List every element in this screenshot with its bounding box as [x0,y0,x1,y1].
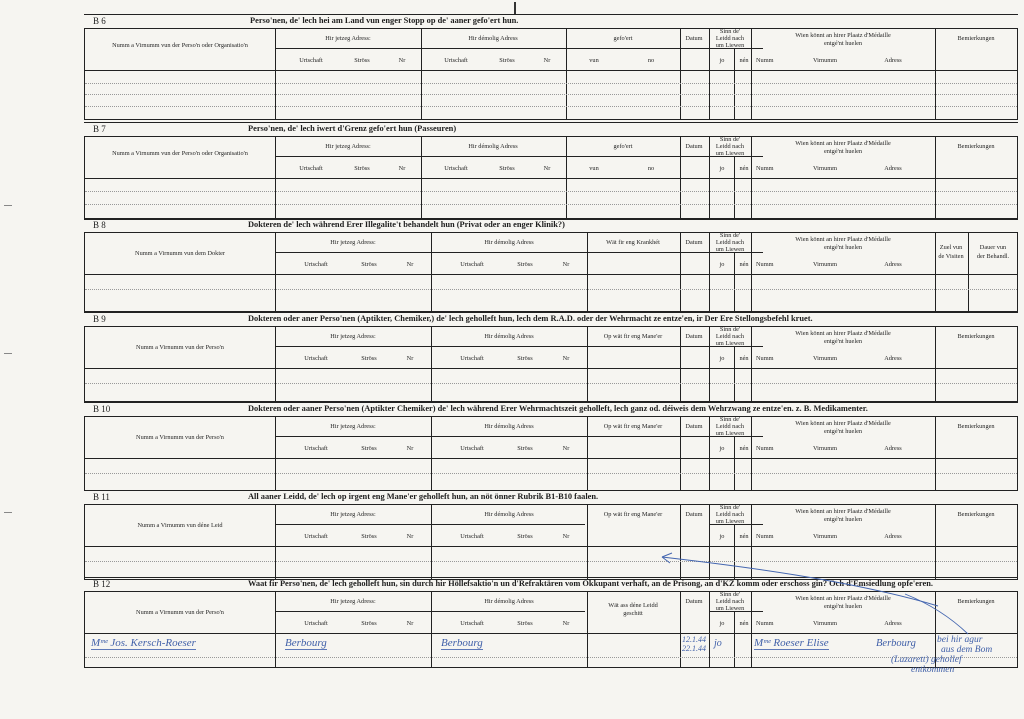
life-danger-header: um Liewen [715,430,745,437]
firstname-label: Virnumm [812,261,838,268]
duration-header: Dauer vun [979,244,1007,251]
number-label: Nr [406,261,414,268]
handwritten-current-locality: Berbourg [285,637,327,649]
date-header: Datum [685,511,703,518]
remarks-header: Bemierkungen [957,35,995,42]
manner-header: Op wät fir eng Mane'er [603,511,663,518]
no-label: nén [739,165,749,172]
medal-header: Wien könnt an hirer Plaatz d'Médaille [795,236,891,243]
locality-label: Urtschaft [460,355,484,362]
section-heading: Dokteren oder aner Perso'nen (Aptikter, Chemiker,) de' lech geholleft hun, lech dem R.A.D. oder der Wehrmacht ze entze'en, ir Der Ere Stellongsbefehl kruet. [248,314,813,323]
surname-label: Numm [756,261,774,268]
life-danger-header: um Liewen [715,150,745,157]
address-label: Adress [884,261,902,268]
life-danger-header: Leidd nach [715,35,745,42]
transported-header: gefo'ert [613,35,633,42]
life-danger-header: Leidd nach [715,423,745,430]
yes-label: jo [719,165,725,172]
handwritten-date-to: 22.1.44 [682,644,706,653]
section-heading: Dokteren de' lech während Erer Illegalite't behandelt hun (Privat oder an enger Klinik?) [248,220,565,229]
section-table [84,28,1018,120]
handwritten-former-locality: Berbourg [441,637,483,649]
life-danger-header: Leidd nach [715,333,745,340]
medal-header: Wien könnt an hirer Plaatz d'Médaille [795,595,891,602]
handwritten-name: Mᵐᵉ Jos. Kersch-Roeser [91,637,196,649]
number-label: Nr [543,165,551,172]
number-label: Nr [406,533,414,540]
no-label: nén [739,620,749,627]
remarks-header: Bemierkungen [957,511,995,518]
section-table [84,504,1018,580]
yes-label: jo [719,620,725,627]
section-code: B 9 [93,314,106,324]
manner-header: Op wät fir eng Mane'er [603,333,663,340]
medal-header: entgé'nt huelen [823,428,863,435]
handwritten-remark: (Lazarett) gehollef [891,655,962,665]
no-label: nén [739,57,749,64]
yes-label: jo [719,261,725,268]
current-address-header: Hir jetzeg Adress: [330,598,376,605]
life-danger-header: um Liewen [715,340,745,347]
no-label: nén [739,533,749,540]
firstname-label: Virnumm [812,620,838,627]
number-label: Nr [398,165,406,172]
to-label: no [647,57,655,64]
section-title-bar [84,490,1018,505]
locality-label: Urtschaft [444,165,468,172]
street-label: Ströss [517,261,533,268]
remarks-header: Bemierkungen [957,333,995,340]
life-danger-header: um Liewen [715,605,745,612]
handwritten-yes: jo [714,638,722,649]
surname-label: Numm [756,355,774,362]
locality-label: Urtschaft [304,261,328,268]
number-label: Nr [406,620,414,627]
yes-label: jo [719,57,725,64]
no-label: nén [739,261,749,268]
life-danger-header: Sinn de' [719,232,741,239]
number-label: Nr [562,620,570,627]
transported-header: gefo'ert [613,143,633,150]
medal-header: entgé'nt huelen [823,40,863,47]
life-danger-header: Leidd nach [715,511,745,518]
medal-header: Wien könnt an hirer Plaatz d'Médaille [795,32,891,39]
address-label: Adress [884,165,902,172]
locality-label: Urtschaft [299,57,323,64]
street-label: Ströss [354,165,370,172]
handwritten-date-from: 12.1.44 [682,635,706,644]
life-danger-header: Sinn de' [719,416,741,423]
firstname-label: Virnumm [812,57,838,64]
medal-header: Wien könnt an hirer Plaatz d'Médaille [795,140,891,147]
number-label: Nr [406,445,414,452]
section-table [84,591,1018,675]
name-column-header: Numm a Virnumm vun der Perso'n [136,344,224,351]
locality-label: Urtschaft [299,165,323,172]
street-label: Ströss [361,355,377,362]
margin-tick [4,353,12,354]
former-address-header: Hir démolig Adress [484,333,534,340]
handwritten-remark: aus dem Bom [941,645,993,655]
top-margin-mark [514,2,516,14]
section-heading: Dokteren oder aaner Perso'nen (Aptikter Chemiker) de' lech während Erer Wehrmachtszeit geholleft, lech ganz od. déiweis dem Wehrzwang ze entze'en. z. B. Medikamenter. [248,404,868,413]
surname-label: Numm [756,445,774,452]
section-code: B 11 [93,492,110,502]
margin-tick [4,512,12,513]
locality-label: Urtschaft [460,261,484,268]
medal-header: Wien könnt an hirer Plaatz d'Médaille [795,330,891,337]
name-column-header: Numm a Virnumm vun déne Leid [137,522,223,529]
section-code: B 6 [93,16,106,26]
medal-header: entgé'nt huelen [823,244,863,251]
no-label: nén [739,355,749,362]
locality-label: Urtschaft [304,620,328,627]
manner-header: Op wät fir eng Mane'er [603,423,663,430]
medal-header: entgé'nt huelen [823,603,863,610]
section-heading: Waat fir Perso'nen, de' lech geholleft hun, sin durch hir Höllefsaktio'n un d'Refraktären vom Okkupant verhaft, an de Prisong, an d'KZ komm oder erschoss gin? Och d'Emsiedlung opfe'eren. [248,579,933,588]
medal-header: Wien könnt an hirer Plaatz d'Médaille [795,420,891,427]
former-address-header: Hir démolig Adress [484,598,534,605]
section-title-bar [84,14,1018,29]
section-table [84,232,1018,312]
yes-label: jo [719,533,725,540]
address-label: Adress [884,355,902,362]
to-label: no [647,165,655,172]
former-address-header: Hir démolig Adress [468,143,518,150]
surname-label: Numm [756,620,774,627]
locality-label: Urtschaft [444,57,468,64]
firstname-label: Virnumm [812,355,838,362]
date-header: Datum [685,598,703,605]
current-address-header: Hir jetzeg Adress: [330,511,376,518]
medal-header: entgé'nt huelen [823,148,863,155]
firstname-label: Virnumm [812,445,838,452]
number-label: Nr [562,355,570,362]
yes-label: jo [719,445,725,452]
section-code: B 10 [93,404,111,414]
former-address-header: Hir démolig Adress [484,239,534,246]
locality-label: Urtschaft [460,533,484,540]
yes-label: jo [719,355,725,362]
locality-label: Urtschaft [304,355,328,362]
section-heading: Perso'nen, de' lech hei am Land vun enger Stopp op de' aaner gefo'ert hun. [250,16,519,25]
former-address-header: Hir démolig Adress [468,35,518,42]
locality-label: Urtschaft [304,533,328,540]
illness-header: Wät fir eng Krankhét [606,239,660,246]
name-column-header: Numm a Virnumm vun der Perso'n [136,609,224,616]
life-danger-header: Sinn de' [719,136,741,143]
life-danger-header: um Liewen [715,246,745,253]
duration-header: der Behandl. [976,253,1010,260]
date-header: Datum [685,333,703,340]
street-label: Ströss [354,57,370,64]
former-address-header: Hir démolig Adress [484,423,534,430]
firstname-label: Virnumm [812,165,838,172]
section-title-bar [84,122,1018,137]
street-label: Ströss [499,57,515,64]
outcome-header: geschitt [623,610,643,617]
life-danger-header: Sinn de' [719,504,741,511]
section-table [84,136,1018,220]
section-table [84,416,1018,491]
number-label: Nr [398,57,406,64]
surname-label: Numm [756,165,774,172]
medal-header: entgé'nt huelen [823,338,863,345]
handwritten-remark: entkommen [911,665,955,675]
remarks-header: Bemierkungen [957,423,995,430]
visits-header: Zuel vun [939,244,963,251]
street-label: Ströss [361,533,377,540]
date-header: Datum [685,35,703,42]
section-code: B 12 [93,579,111,589]
number-label: Nr [543,57,551,64]
street-label: Ströss [361,445,377,452]
date-header: Datum [685,143,703,150]
name-column-header: Numm a Virnumm vun dem Dokter [135,250,225,257]
date-header: Datum [685,239,703,246]
medal-header: entgé'nt huelen [823,516,863,523]
section-table [84,326,1018,402]
section-title-bar [84,312,1018,327]
no-label: nén [739,445,749,452]
address-label: Adress [884,57,902,64]
section-code: B 7 [93,124,106,134]
current-address-header: Hir jetzeg Adress: [330,333,376,340]
handwritten-remark: bei hir agur [937,635,983,645]
street-label: Ströss [361,261,377,268]
life-danger-header: Leidd nach [715,143,745,150]
locality-label: Urtschaft [460,620,484,627]
street-label: Ströss [517,355,533,362]
street-label: Ströss [499,165,515,172]
handwritten-medal-place: Berbourg [876,638,916,649]
current-address-header: Hir jetzeg Adress: [330,239,376,246]
from-label: vun [589,57,599,64]
name-column-header: Numm a Virnumm vun der Perso'n oder Organisatio'n [112,150,248,157]
life-danger-header: Sinn de' [719,326,741,333]
date-header: Datum [685,423,703,430]
current-address-header: Hir jetzeg Adress: [325,143,371,150]
street-label: Ströss [517,445,533,452]
from-label: vun [589,165,599,172]
margin-tick [4,205,12,206]
life-danger-header: Sinn de' [719,28,741,35]
life-danger-header: um Liewen [715,518,745,525]
remarks-header: Bemierkungen [957,598,995,605]
surname-label: Numm [756,57,774,64]
life-danger-header: Sinn de' [719,591,741,598]
name-column-header: Numm a Virnumm vun der Perso'n oder Organisatio'n [112,42,248,49]
address-label: Adress [884,533,902,540]
number-label: Nr [562,533,570,540]
surname-label: Numm [756,533,774,540]
number-label: Nr [406,355,414,362]
section-title-bar [84,218,1018,233]
street-label: Ströss [361,620,377,627]
street-label: Ströss [517,533,533,540]
current-address-header: Hir jetzeg Adress: [325,35,371,42]
number-label: Nr [562,445,570,452]
firstname-label: Virnumm [812,533,838,540]
handwritten-medal-name: Mᵐᵉ Roeser Elise [754,637,829,649]
outcome-header: Wät ass déne Leidd [608,602,658,609]
medal-header: Wien könnt an hirer Plaatz d'Médaille [795,508,891,515]
former-address-header: Hir démolig Adress [484,511,534,518]
locality-label: Urtschaft [304,445,328,452]
street-label: Ströss [517,620,533,627]
section-title-bar [84,402,1018,417]
address-label: Adress [884,445,902,452]
locality-label: Urtschaft [460,445,484,452]
visits-header: de Visiten [938,253,964,260]
section-heading: All aaner Leidd, de' lech op irgent eng Mane'er geholleft hun, an nöt önner Rubrik B1-B10 faalen. [248,492,599,501]
current-address-header: Hir jetzeg Adress: [330,423,376,430]
remarks-header: Bemierkungen [957,143,995,150]
section-code: B 8 [93,220,106,230]
life-danger-header: Leidd nach [715,239,745,246]
address-label: Adress [884,620,902,627]
section-heading: Perso'nen, de' lech iwert d'Grenz gefo'ert hun (Passeuren) [248,124,457,133]
section-title-bar [84,577,1018,592]
life-danger-header: Leidd nach [715,598,745,605]
number-label: Nr [562,261,570,268]
life-danger-header: um Liewen [715,42,745,49]
name-column-header: Numm a Virnumm vun der Perso'n [136,434,224,441]
